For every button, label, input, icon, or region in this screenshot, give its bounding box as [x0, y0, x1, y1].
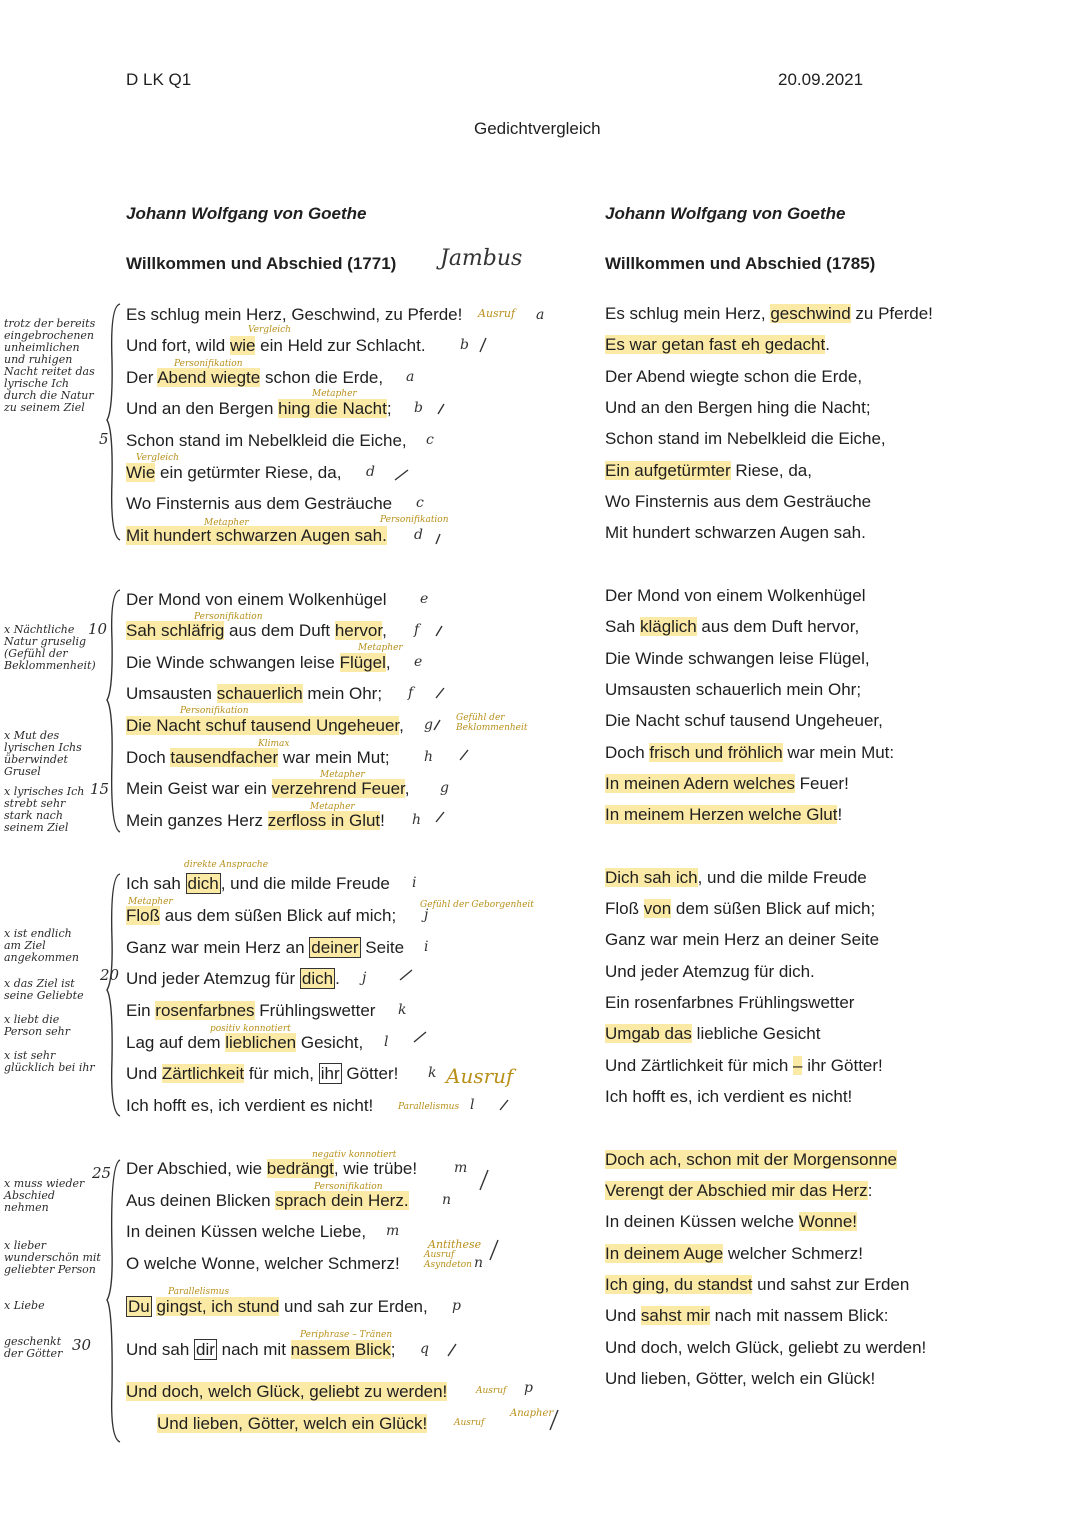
rhyme-mark: d: [414, 527, 423, 543]
ann-vergleich-2: Vergleich: [136, 453, 179, 463]
jambus-note: Jambus: [440, 246, 523, 271]
rhyme-mark: h: [424, 749, 434, 765]
left-s4-l5: Du gingst, ich stund und sah zur Erden,: [128, 1297, 428, 1316]
margin-note-s4a: x muss wieder Abschied nehmen: [4, 1177, 85, 1214]
right-s3-l4: Und jeder Atemzug für dich.: [605, 962, 815, 981]
ann-gefuehl: Gefühl der Beklommenheit: [456, 713, 528, 733]
rhyme-mark: i: [412, 875, 417, 891]
left-s1-l3: Der Abend wiegte schon die Erde,: [126, 368, 384, 387]
margin-note-s4d: geschenkt der Götter: [4, 1335, 63, 1360]
rhyme-mark: l: [384, 1034, 389, 1050]
right-s2-l4: Umsausten schauerlich mein Ohr;: [605, 680, 862, 699]
rhyme-mark: j: [362, 970, 367, 986]
right-s4-l8: Und lieben, Götter, welch ein Glück!: [605, 1369, 876, 1388]
left-s2-l5: Die Nacht schuf tausend Ungeheuer,: [126, 716, 404, 735]
rhyme-mark: n: [442, 1192, 452, 1208]
line-number: 15: [90, 780, 110, 798]
rhyme-mark: a: [536, 307, 545, 323]
right-s4-l6: Und sahst mir nach mit nassem Blick:: [605, 1306, 889, 1325]
rhyme-mark: g: [440, 780, 449, 796]
margin-note-s4c: x Liebe: [4, 1299, 45, 1312]
right-s1-l7: Wo Finsternis aus dem Gesträuche: [605, 492, 872, 511]
line-number: 30: [72, 1336, 92, 1354]
right-s3-l5: Ein rosenfarbnes Frühlingswetter: [605, 993, 855, 1012]
rhyme-mark: d: [366, 464, 375, 480]
right-s3-l3: Ganz war mein Herz an deiner Seite: [605, 930, 880, 949]
margin-note-s3a: x ist endlich am Ziel angekommen: [4, 927, 79, 964]
margin-note-s3d: x ist sehr glücklich bei ihr: [4, 1049, 95, 1074]
ann-gefuehl-geborgen: Gefühl der Geborgenheit: [420, 900, 534, 910]
rhyme-mark: p: [524, 1380, 533, 1396]
rhyme-mark: b: [414, 400, 423, 416]
left-s4-l4: O welche Wonne, welcher Schmerz!: [126, 1254, 400, 1273]
line-number: 10: [88, 620, 108, 638]
left-s2-l3: Die Winde schwangen leise Flügel,: [126, 653, 391, 672]
left-s4-l7: Und doch, welch Glück, geliebt zu werden!: [126, 1382, 448, 1401]
left-s2-l1: Der Mond von einem Wolkenhügel: [126, 590, 387, 609]
ann-metapher-4: Metapher: [320, 770, 365, 780]
ann-metapher-2: Metapher: [204, 518, 249, 528]
rhyme-mark: m: [386, 1223, 400, 1239]
ann-klimax: Klimax: [258, 739, 290, 749]
rhyme-mark: p: [452, 1298, 461, 1314]
rhyme-mark: f: [414, 622, 420, 638]
left-s1-l8: Mit hundert schwarzen Augen sah.: [126, 526, 387, 545]
margin-note-s3b: x das Ziel ist seine Geliebte: [4, 977, 84, 1002]
rhyme-mark: c: [426, 432, 434, 448]
left-s1-l5: Schon stand im Nebelkleid die Eiche,: [126, 431, 407, 450]
rhyme-mark: m: [454, 1160, 468, 1176]
date-label: 20.09.2021: [778, 70, 864, 89]
rhyme-mark: e: [414, 654, 423, 670]
ann-positiv: positiv konnotiert: [210, 1024, 291, 1034]
left-s1-l1: Es schlug mein Herz, Geschwind, zu Pferde!: [126, 305, 463, 324]
line-number: 25: [92, 1164, 112, 1182]
ann-personifikation-5: Personifikation: [314, 1182, 383, 1192]
ann-ausruf-2: Ausruf: [446, 1064, 514, 1088]
ann-metapher: Metapher: [312, 389, 357, 399]
right-s4-l7: Und doch, welch Glück, geliebt zu werden!: [605, 1338, 927, 1357]
margin-note-s1: trotz der bereits eingebrochenen unheimlichen und ruhigen Nacht reitet das lyrische Ich durch die Natur zu seinem Ziel: [4, 317, 96, 414]
right-s3-l6: Umgab das liebliche Gesicht: [605, 1024, 821, 1043]
right-poem-title: Willkommen und Abschied (1785): [605, 254, 876, 273]
left-s4-l2: Aus deinen Blicken sprach dein Herz.: [126, 1191, 409, 1210]
rhyme-mark: e: [420, 591, 429, 607]
right-author: Johann Wolfgang von Goethe: [605, 204, 846, 223]
rhyme-mark: f: [408, 685, 414, 701]
left-s3-l8: Ich hofft es, ich verdient es nicht!: [126, 1096, 374, 1115]
right-s4-l2: Verengt der Abschied mir das Herz:: [605, 1181, 873, 1200]
right-s1-l6: Ein aufgetürmter Riese, da,: [605, 461, 812, 480]
right-s3-l1: Dich sah ich, und die milde Freude: [605, 868, 867, 887]
margin-note-s2a: x Nächtliche Natur gruselig (Gefühl der Beklommenheit): [4, 623, 96, 672]
right-s2-l6: Doch frisch und fröhlich war mein Mut:: [605, 743, 895, 762]
right-s3-l8: Ich hofft es, ich verdient es nicht!: [605, 1087, 853, 1106]
left-s3-l7: Und Zärtlichkeit für mich, ihr Götter!: [126, 1064, 399, 1083]
left-s3-l6: Lag auf dem lieblichen Gesicht,: [126, 1033, 364, 1052]
left-s3-l5: Ein rosenfarbnes Frühlingswetter: [126, 1001, 376, 1020]
ann-metapher-6: Metapher: [128, 897, 173, 907]
ann-personifikation-2: Personifikation: [380, 515, 449, 525]
right-s1-l1: Es schlug mein Herz, geschwind zu Pferde!: [605, 304, 933, 323]
right-s1-l4: Und an den Bergen hing die Nacht;: [605, 398, 871, 417]
rhyme-mark: h: [412, 812, 422, 828]
right-s4-l4: In deinem Auge welcher Schmerz!: [605, 1244, 863, 1263]
right-s2-l1: Der Mond von einem Wolkenhügel: [605, 586, 866, 605]
right-s4-l1: Doch ach, schon mit der Morgensonne: [605, 1150, 897, 1169]
rhyme-mark: k: [428, 1065, 437, 1081]
left-s2-l8: Mein ganzes Herz zerfloss in Glut!: [126, 811, 385, 830]
rhyme-mark: i: [424, 939, 429, 955]
ann-personifikation-4: Personifikation: [180, 706, 249, 716]
ann-ausruf-3: Ausruf: [476, 1386, 507, 1396]
left-poem-title: Willkommen und Abschied (1771): [126, 254, 397, 273]
ann-periphrase: Periphrase – Tränen: [300, 1330, 393, 1340]
ann-antithese: Antithese: [428, 1238, 482, 1251]
margin-note-s2c: x lyrisches Ich strebt sehr stark nach seinem Ziel: [4, 785, 85, 834]
rhyme-mark: j: [424, 907, 429, 923]
left-s2-l4: Umsausten schauerlich mein Ohr;: [126, 684, 383, 703]
left-s2-l2: Sah schläfrig aus dem Duft hervor,: [126, 621, 387, 640]
left-s3-l2: Floß aus dem süßen Blick auf mich;: [126, 906, 397, 925]
left-s2-l6: Doch tausendfacher war mein Mut;: [126, 748, 390, 767]
rhyme-mark: l: [470, 1097, 475, 1113]
rhyme-mark: q: [420, 1341, 429, 1357]
course-label: D LK Q1: [126, 70, 192, 89]
left-s3-l3: Ganz war mein Herz an deiner Seite: [126, 938, 405, 957]
rhyme-mark: b: [460, 337, 469, 353]
rhyme-mark: g: [424, 717, 433, 733]
left-s4-l1: Der Abschied, wie bedrängt, wie trübe!: [126, 1159, 418, 1178]
left-s3-l4: Und jeder Atemzug für dich .: [126, 969, 340, 988]
ann-ausruf-4: Ausruf: [454, 1418, 485, 1428]
rhyme-mark: n: [474, 1255, 484, 1271]
right-s1-l5: Schon stand im Nebelkleid die Eiche,: [605, 429, 886, 448]
right-s2-l7: In meinen Adern welches Feuer!: [605, 774, 849, 793]
ann-vergleich: Vergleich: [248, 325, 291, 335]
ann-personifikation: Personifikation: [174, 359, 243, 369]
left-author: Johann Wolfgang von Goethe: [126, 204, 367, 223]
ann-personifikation-3: Personifikation: [194, 612, 263, 622]
right-s1-l3: Der Abend wiegte schon die Erde,: [605, 367, 863, 386]
ann-metapher-5: Metapher: [310, 802, 355, 812]
ann-negativ: negativ konnotiert: [312, 1150, 397, 1160]
ann-metapher-3: Metapher: [358, 643, 403, 653]
right-s2-l3: Die Winde schwangen leise Flügel,: [605, 649, 870, 668]
right-s1-l8: Mit hundert schwarzen Augen sah.: [605, 523, 866, 542]
ann-parallelismus-2: Parallelismus: [398, 1102, 460, 1112]
ann-ausruf-asyndeton: Ausruf Asyndeton: [424, 1250, 472, 1270]
left-s1-l7: Wo Finsternis aus dem Gesträuche: [126, 494, 393, 513]
line-number: 5: [99, 430, 109, 448]
ann-anaphora: Anapher: [510, 1408, 554, 1419]
right-s3-l7: Und Zärtlichkeit für mich – ihr Götter!: [605, 1056, 883, 1075]
line-number: 20: [100, 966, 120, 984]
left-s1-l6: Wie ein getürmter Riese, da,: [126, 463, 342, 482]
rhyme-mark: a: [406, 369, 415, 385]
right-s1-l2: Es war getan fast eh gedacht.: [605, 335, 830, 354]
left-s2-l7: Mein Geist war ein verzehrend Feuer,: [126, 779, 410, 798]
right-s2-l8: In meinem Herzen welche Glut!: [605, 805, 843, 824]
right-s2-l5: Die Nacht schuf tausend Ungeheuer,: [605, 711, 883, 730]
margin-note-s2b: x Mut des lyrischen Ichs überwindet Grusel: [4, 729, 82, 778]
right-s3-l2: Floß von dem süßen Blick auf mich;: [605, 899, 876, 918]
rhyme-mark: k: [398, 1002, 407, 1018]
right-s2-l2: Sah kläglich aus dem Duft hervor,: [605, 617, 860, 636]
left-s3-l1: Ich sah dich , und die milde Freude: [126, 874, 390, 893]
page-title: Gedichtvergleich: [474, 119, 601, 138]
rhyme-mark: c: [416, 495, 424, 511]
left-s1-l2: Und fort, wild wie ein Held zur Schlacht.: [126, 336, 426, 355]
ann-ausruf-1: Ausruf: [478, 307, 516, 320]
margin-note-s3c: x liebt die Person sehr: [4, 1013, 71, 1038]
right-s4-l3: In deinen Küssen welche Wonne!: [605, 1212, 858, 1231]
stanza-brackets: [104, 300, 124, 1480]
left-s4-l3: In deinen Küssen welche Liebe,: [126, 1222, 367, 1241]
left-s4-l6: Und sah dir nach mit nassem Blick;: [126, 1340, 396, 1359]
ann-parallelismus: Parallelismus: [168, 1287, 230, 1297]
right-s4-l5: Ich ging, du standst und sahst zur Erden: [605, 1275, 910, 1294]
left-s1-l4: Und an den Bergen hing die Nacht;: [126, 399, 392, 418]
left-s4-l8: Und lieben, Götter, welch ein Glück!: [157, 1414, 428, 1433]
ann-direkte-ansprache: direkte Ansprache: [184, 860, 269, 870]
margin-note-s4b: x lieber wunderschön mit geliebter Person: [4, 1239, 101, 1276]
check-marks: [430, 330, 570, 1430]
